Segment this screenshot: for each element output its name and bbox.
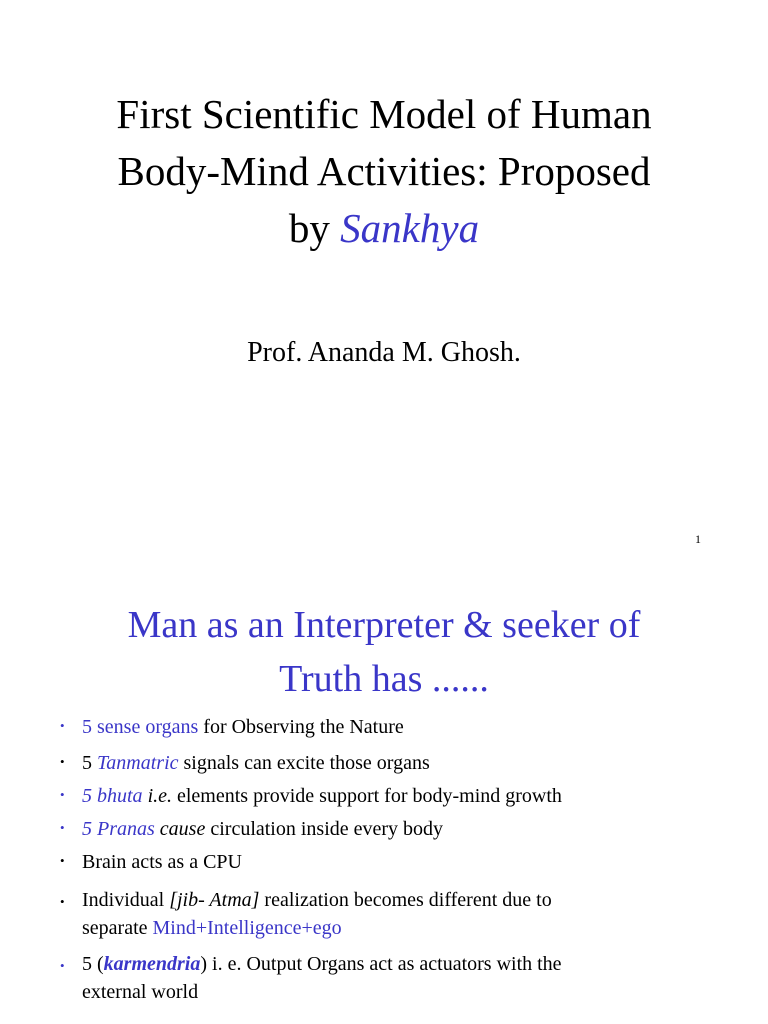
slide1-title-line3-prefix: by [288, 205, 341, 251]
list-item [60, 851, 710, 874]
bullet-text: ) i. e. Output Organs act as actuators with the [200, 953, 562, 975]
bullet-text: separate [82, 917, 153, 939]
bullet-text-highlight: 5 bhuta [82, 785, 143, 807]
slide2-title [0, 598, 768, 706]
bullet-dot: • [60, 718, 65, 733]
author-name: Prof. Ananda M. Ghosh. [247, 337, 521, 368]
bullet-dot: • [60, 958, 65, 973]
bullet-list [60, 716, 710, 1006]
page-number: 1 [695, 532, 701, 546]
bullet-text-highlight: 5 Pranas [82, 818, 155, 840]
bullet-text-highlight: Mind+Intelligence+ego [152, 917, 342, 939]
bullet-text: realization becomes different due to [259, 889, 552, 911]
slide1-title-line2: Body-Mind Activities: Proposed [117, 148, 651, 194]
bullet-text-highlight: karmendria [103, 953, 201, 975]
slide1-title-line1: First Scientific Model of Human [116, 91, 652, 137]
bullet-text-italic: [jib- Atma] [169, 889, 260, 911]
slide1-title [0, 86, 768, 257]
bullet-text-italic: i.e. [142, 785, 172, 807]
bullet-text: signals can excite those organs [178, 752, 430, 774]
bullet-text: circulation inside every body [205, 818, 444, 840]
slide2-title-line1: Man as an Interpreter & seeker of [127, 604, 641, 646]
bullet-text: Brain acts as a CPU [82, 851, 242, 873]
list-item [60, 752, 710, 775]
slide1-title-highlight: Sankhya [340, 205, 480, 251]
bullet-text: 5 [82, 752, 97, 774]
bullet-text-italic: cause [154, 818, 206, 840]
list-item [60, 886, 710, 942]
slide2-title-line2: Truth has ...... [279, 658, 489, 700]
bullet-dot: • [60, 754, 65, 769]
bullet-text: Individual [82, 889, 170, 911]
bullet-text-highlight: 5 sense organs [82, 716, 199, 738]
bullet-dot: • [60, 787, 65, 802]
list-item [60, 716, 710, 739]
bullet-text: for Observing the Nature [198, 716, 404, 738]
bullet-text: 5 ( [82, 953, 104, 975]
bullet-dot: • [60, 820, 65, 835]
bullet-dot: • [60, 894, 65, 909]
bullet-text: external world [82, 981, 199, 1003]
bullet-text-highlight: Tanmatric [97, 752, 179, 774]
list-item [60, 950, 710, 1006]
bullet-text: elements provide support for body-mind growth [172, 785, 562, 807]
list-item [60, 785, 710, 808]
bullet-dot: • [60, 853, 65, 868]
list-item [60, 818, 710, 841]
